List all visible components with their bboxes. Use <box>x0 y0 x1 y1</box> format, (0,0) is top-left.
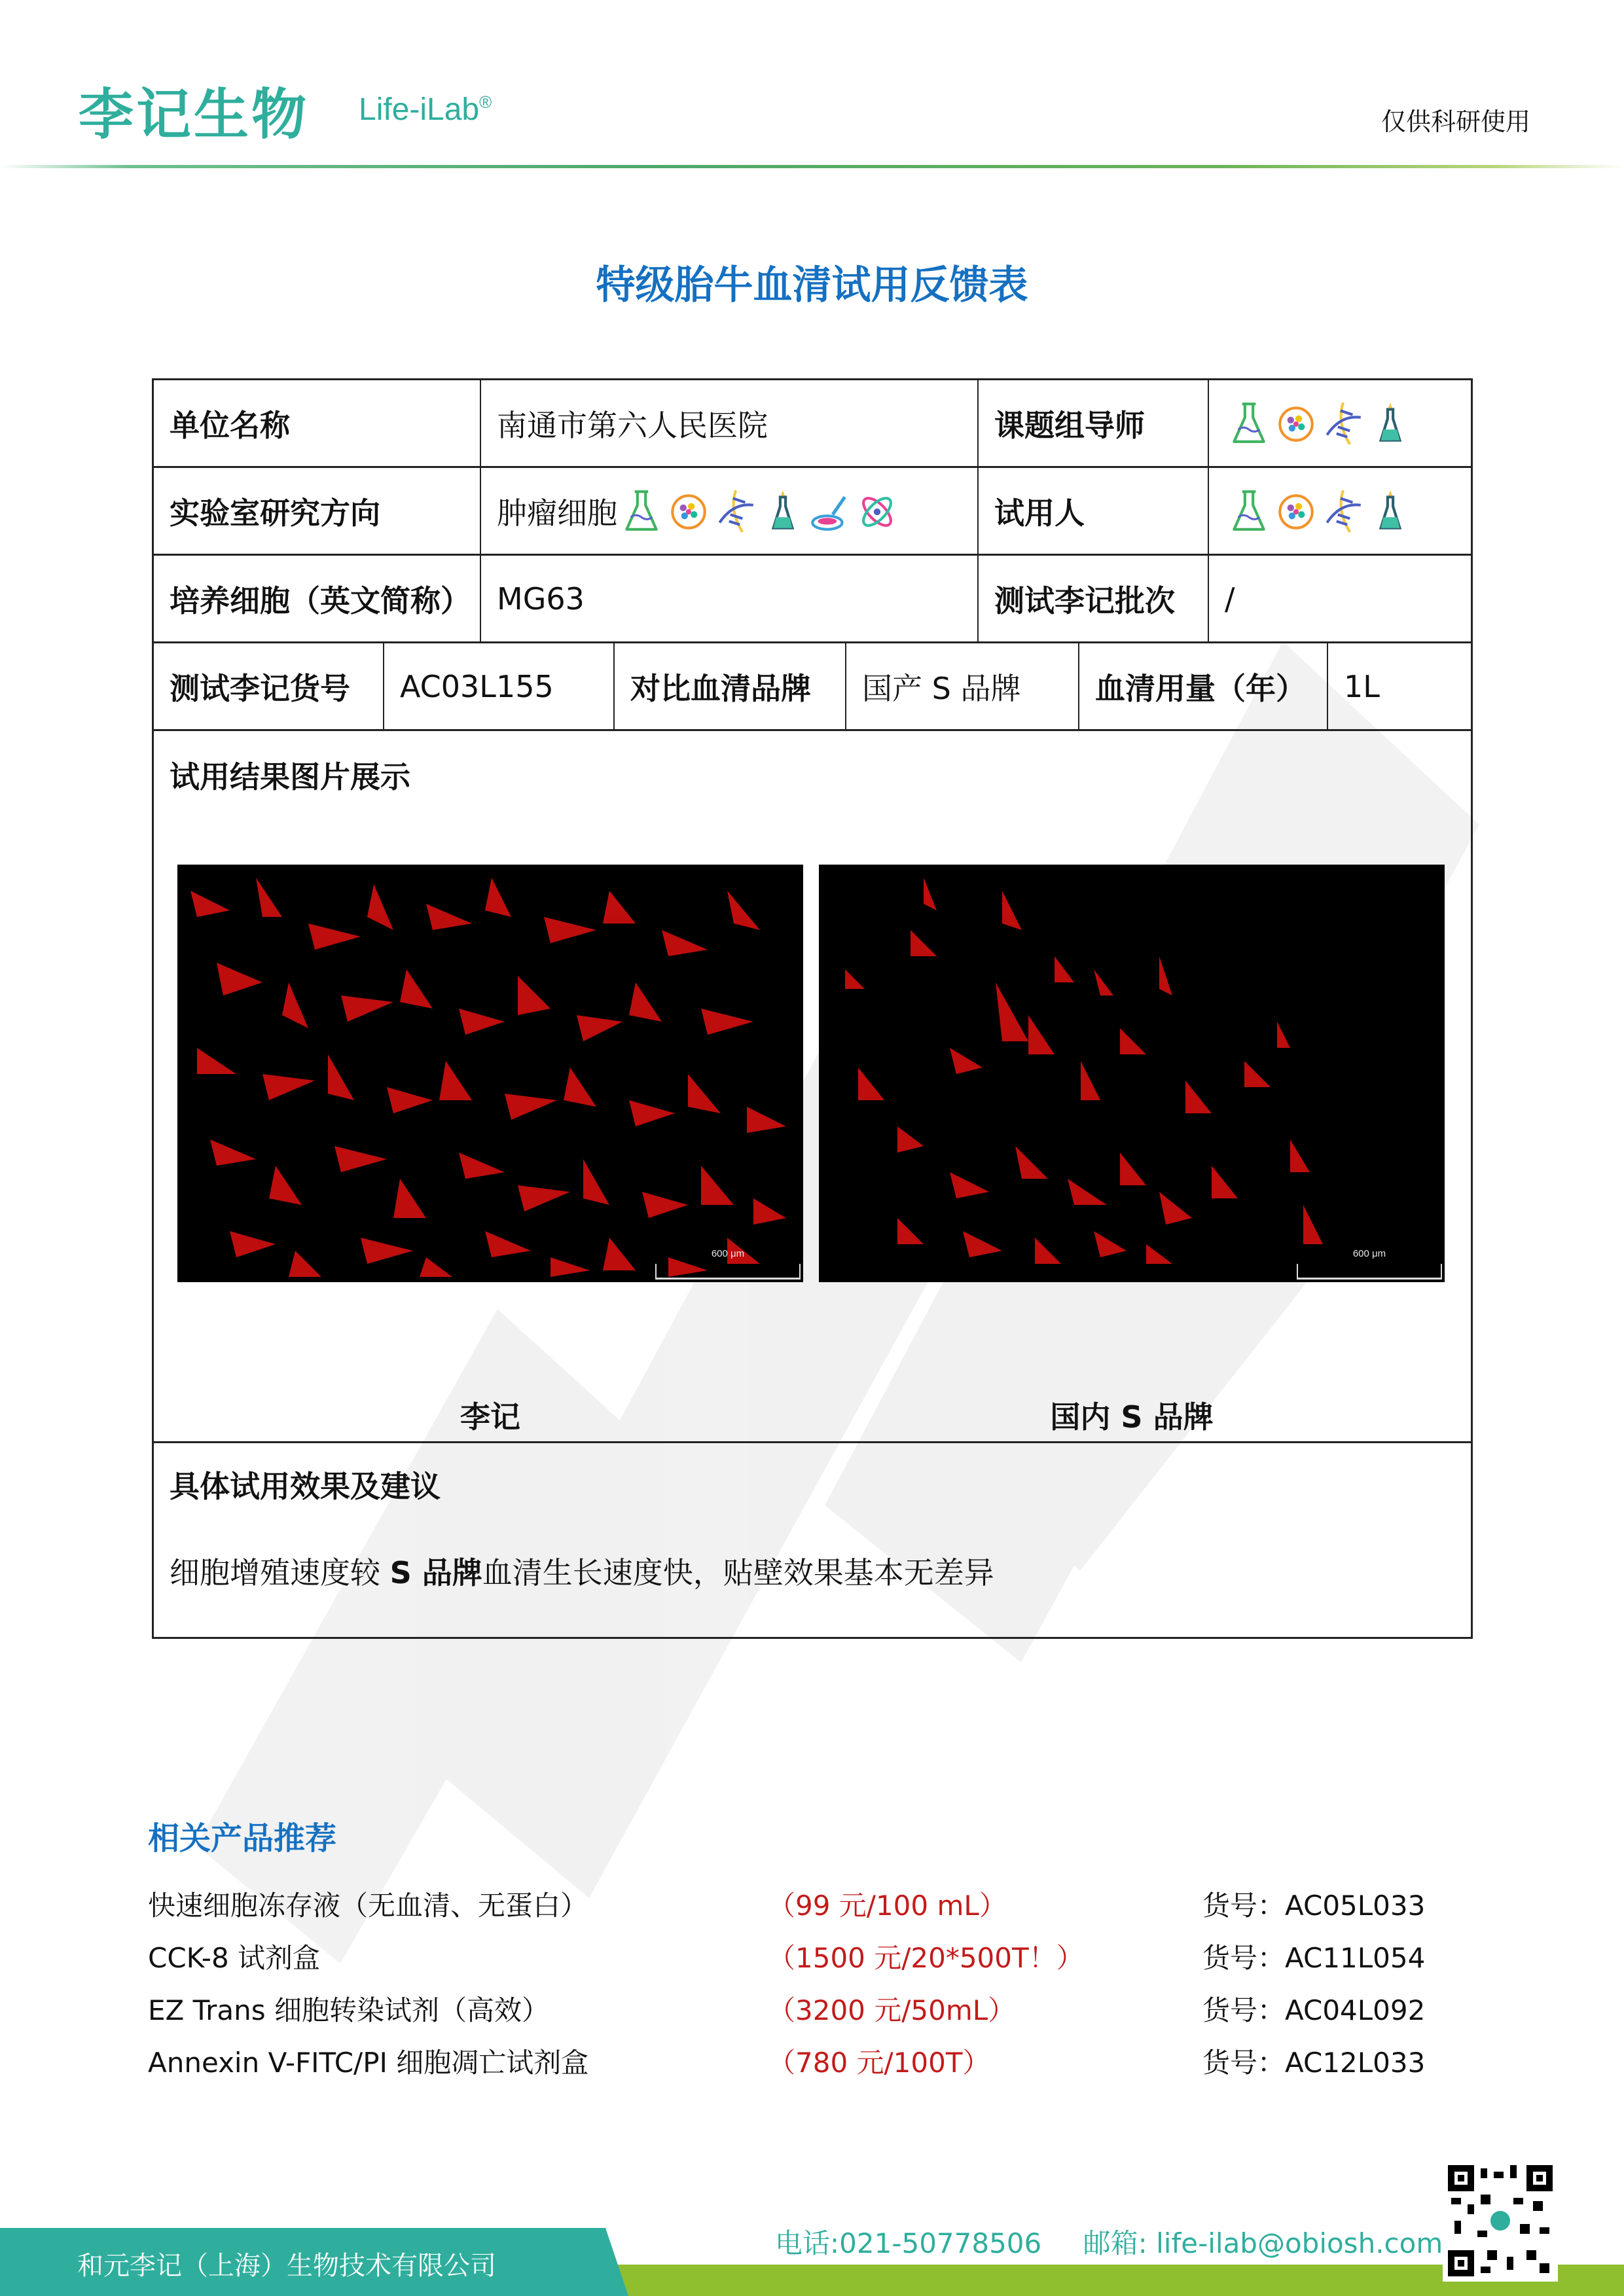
product-code: 货号：AC11L054 <box>1202 1942 1426 1974</box>
product-row <box>148 1930 1496 1982</box>
page-header <box>0 0 1624 177</box>
contact-info <box>775 2222 1475 2261</box>
atom-icon <box>857 488 897 535</box>
culture-cell-value: MG63 <box>481 556 979 641</box>
petri-dish-icon <box>810 488 850 535</box>
compare-brand-value: 国产 S 品牌 <box>846 643 1079 729</box>
related-products <box>148 1813 1496 2087</box>
research-direction-label: 实验室研究方向 <box>154 468 481 554</box>
tester-label: 试用人 <box>979 468 1209 554</box>
microscopy-image-liji <box>177 865 803 1282</box>
table-row <box>154 556 1471 643</box>
compare-brand-label: 对比血清品牌 <box>615 643 846 729</box>
company-name: 和元李记（上海）生物技术有限公司 <box>77 2251 496 2281</box>
microscopy-image-s-brand <box>819 865 1445 1282</box>
product-price: （3200 元/50mL） <box>768 1994 1016 2026</box>
document-title: 特级胎牛血清试用反馈表 <box>596 262 1028 308</box>
fluorescent-cells-dense <box>177 865 803 1282</box>
catalog-label: 测试李记货号 <box>154 643 384 729</box>
supervisor-value <box>1209 380 1471 466</box>
advice-section <box>154 1443 1471 1637</box>
supervisor-redacted-icons <box>1229 400 1411 447</box>
advice-title: 具体试用效果及建议 <box>170 1469 441 1504</box>
culture-cell-label: 培养细胞（英文简称） <box>154 556 481 641</box>
batch-value: / <box>1225 581 1235 617</box>
product-code: 货号：AC12L033 <box>1202 2047 1426 2079</box>
direction-decorative-icons <box>621 488 897 535</box>
product-price: （780 元/100T） <box>768 2047 990 2079</box>
batch-label: 测试李记批次 <box>979 556 1209 641</box>
beaker-icon <box>763 488 803 535</box>
cell-dish-icon <box>668 488 709 535</box>
phone-number: 电话:021-50778506 <box>775 2227 1042 2259</box>
results-title: 试用结果图片展示 <box>170 759 410 795</box>
fluorescent-cells-sparse <box>819 865 1445 1282</box>
qr-code[interactable] <box>1443 2160 1558 2282</box>
research-direction-value: 肿瘤细胞 <box>481 468 979 554</box>
product-price: （1500 元/20*500T！） <box>768 1942 1084 1974</box>
tester-value <box>1209 468 1471 554</box>
flask-icon <box>1229 400 1269 447</box>
product-name: Annexin V-FITC/PI 细胞凋亡试剂盒 <box>148 2047 589 2079</box>
results-images-section <box>154 731 1471 1443</box>
dna-icon <box>1323 488 1363 535</box>
caption-s-brand: 国内 S 品牌 <box>1050 1399 1214 1435</box>
page-footer <box>0 2147 1624 2296</box>
product-row <box>148 1982 1496 2035</box>
scale-bar: 600 μm <box>655 1264 801 1280</box>
serum-usage-label: 血清用量（年） <box>1079 643 1328 729</box>
qr-code-icon <box>1448 2165 1553 2276</box>
table-row <box>154 643 1471 731</box>
tester-redacted-icons <box>1229 488 1411 535</box>
supervisor-label: 课题组导师 <box>979 380 1209 466</box>
related-products-title: 相关产品推荐 <box>148 1820 337 1857</box>
beaker-icon <box>1370 488 1411 535</box>
unit-label: 单位名称 <box>154 380 481 466</box>
brand-logo-cn: 李记生物 <box>79 82 310 147</box>
product-code: 货号：AC05L033 <box>1202 1890 1426 1922</box>
brand-logo-en: Life-iLab® <box>359 92 492 127</box>
product-code: 货号：AC04L092 <box>1202 1994 1426 2026</box>
table-row <box>154 468 1471 556</box>
product-row <box>148 1878 1496 1930</box>
serum-usage-value: 1L <box>1344 668 1380 704</box>
unit-value: 南通市第六人民医院 <box>481 380 979 466</box>
flask-icon <box>621 488 662 535</box>
dna-icon <box>715 488 756 535</box>
product-price: （99 元/100 mL） <box>768 1890 1007 1922</box>
product-name: 快速细胞冻存液（无血清、无蛋白） <box>148 1890 588 1922</box>
scale-bar: 600 μm <box>1297 1264 1442 1280</box>
cell-dish-icon <box>1276 400 1316 447</box>
beaker-icon <box>1370 400 1411 447</box>
caption-liji: 李记 <box>460 1399 520 1435</box>
dna-icon <box>1323 400 1363 447</box>
catalog-value: AC03L155 <box>384 643 615 729</box>
header-divider <box>0 165 1624 168</box>
flask-icon <box>1229 488 1269 535</box>
advice-text: 细胞增殖速度较 S 品牌血清生长速度快，贴壁效果基本无差异 <box>170 1555 994 1590</box>
cell-dish-icon <box>1276 488 1316 535</box>
research-use-only-tag: 仅供科研使用 <box>1381 107 1531 136</box>
product-name: EZ Trans 细胞转染试剂（高效） <box>148 1994 549 2026</box>
product-name: CCK-8 试剂盒 <box>148 1942 321 1974</box>
feedback-form-table <box>152 378 1473 1639</box>
email-address[interactable]: 邮箱: life-ilab@obiosh.com <box>1083 2227 1443 2259</box>
table-row <box>154 380 1471 468</box>
product-row <box>148 2035 1496 2087</box>
